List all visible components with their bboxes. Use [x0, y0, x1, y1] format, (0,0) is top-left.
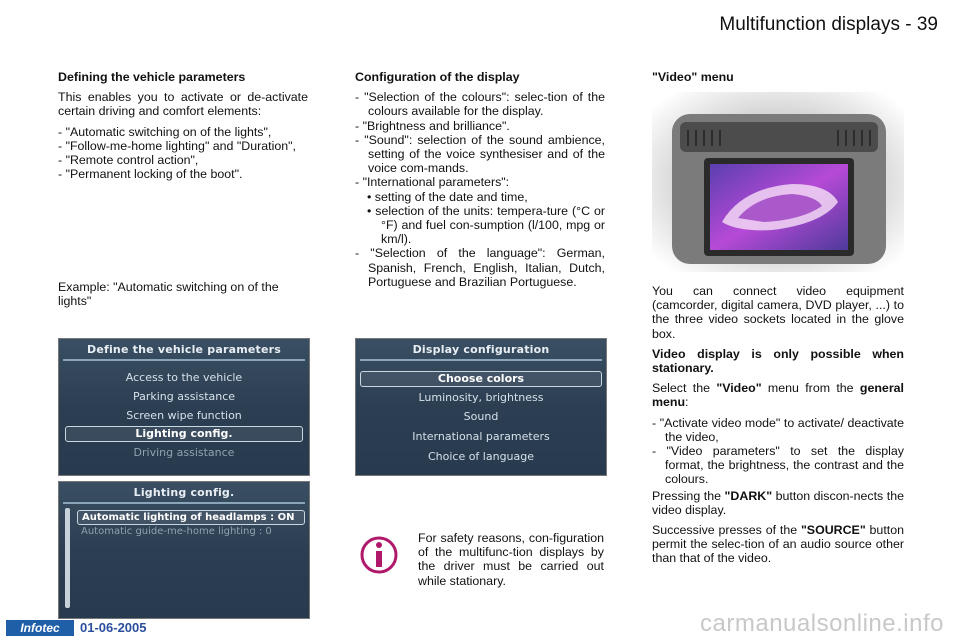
list-item: - "Brightness and brilliance". [355, 118, 510, 133]
section-heading-vehicle: Defining the vehicle parameters [58, 70, 246, 84]
left-column [58, 70, 308, 181]
example-text: Example: "Automatic switching on of the lights" [58, 280, 279, 309]
vehicle-param-list [58, 125, 308, 182]
sub-list-item: • selection of the units: tempera-ture (°C or °F) and fuel con-sumption (l/100, mpg or km/l). [367, 203, 605, 247]
list-item: - "Sound": selection of the sound ambience, setting of the voice synthesiser and of the voice com-mands. [355, 132, 605, 176]
menu-item-parking-assistance[interactable]: Parking assistance [132, 390, 236, 403]
screen-title: Define the vehicle parameters [86, 343, 282, 356]
general-menu-keyword: general menu [652, 381, 904, 410]
video-text [652, 284, 904, 572]
screen-title: Display configuration [412, 343, 550, 356]
screen-define-vehicle-parameters [58, 338, 310, 476]
list-item: - "Activate video mode" to activate/ deactivate the video, [652, 415, 904, 444]
international-sublist [355, 190, 605, 247]
dark-keyword: "DARK" [724, 488, 773, 503]
video-keyword: "Video" [716, 381, 762, 396]
list-item: - "Permanent locking of the boot". [58, 167, 243, 182]
list-item: - "Selection of the language": German, Spanish, French, English, Italian, Dutch, Portuguese and Brazilian Portuguese. [355, 246, 605, 289]
screen-title-divider [63, 359, 305, 361]
header-separator: - [899, 14, 917, 35]
video-intro: You can connect video equipment (camcorder, digital camera, DVD player, ...) to the three video sockets located in the glove box. [652, 284, 904, 341]
right-column [652, 70, 904, 90]
page-header [719, 14, 938, 36]
option-auto-headlamps[interactable]: Automatic lighting of headlamps : ON [77, 510, 305, 525]
menu-item-language[interactable]: Choice of language [427, 450, 535, 463]
source-keyword: "SOURCE" [800, 523, 866, 538]
menu-item-choose-colors[interactable]: Choose colors [360, 371, 602, 387]
watermark: carmanualsonline.info [700, 610, 944, 637]
page-number: 39 [916, 14, 938, 35]
config-list [355, 90, 605, 189]
menu-item-sound[interactable]: Sound [463, 410, 499, 423]
screen-title-divider [360, 359, 602, 361]
video-stationary-note: Video display is only possible when stationary. [652, 346, 904, 376]
list-item: - "Video parameters" to set the display format, the brightness, the contrast and the colours. [652, 444, 904, 487]
infotec-badge: Infotec [6, 620, 74, 636]
middle-column [355, 70, 605, 289]
list-item: - "Automatic switching on of the lights", [58, 124, 272, 139]
language-list [355, 246, 605, 289]
menu-item-lighting-config[interactable]: Lighting config. [65, 426, 303, 442]
video-options-list [652, 416, 904, 487]
menu-item-driving-assistance[interactable]: Driving assistance [133, 446, 235, 459]
text-fragment: menu from the [761, 381, 860, 396]
text-fragment: button discon-nects the video display. [652, 488, 904, 517]
sub-list-item: • setting of the date and time, [367, 189, 528, 204]
safety-note: For safety reasons, con-figuration of the multifunc-tion displays by the driver must be carried out while stationary. [418, 531, 604, 588]
screen-title-divider [63, 502, 305, 504]
section-heading-video: "Video" menu [652, 70, 734, 84]
video-screen-illustration [652, 92, 904, 272]
video-select-instruction [652, 381, 904, 409]
list-item: - "Selection of the colours": selec-tion of the colours available for the display. [355, 90, 605, 119]
scrollbar[interactable] [65, 508, 70, 608]
menu-item-access-vehicle[interactable]: Access to the vehicle [125, 371, 243, 384]
list-item: - "International parameters": [355, 175, 510, 190]
menu-item-screen-wipe[interactable]: Screen wipe function [126, 409, 242, 422]
screen-display-configuration [355, 338, 607, 476]
text-fragment: Pressing the [652, 488, 725, 503]
menu-item-luminosity[interactable]: Luminosity, brightness [418, 391, 544, 404]
dark-button-text [652, 489, 904, 517]
list-item: - "Follow-me-home lighting" and "Duration", [58, 138, 296, 153]
intro-text: This enables you to activate or de-activate certain driving and comfort elements: [58, 90, 308, 119]
page-title: Multifunction displays [719, 14, 900, 35]
menu-item-international[interactable]: International parameters [412, 430, 550, 443]
text-fragment: Select the [652, 381, 717, 396]
option-guide-me-home[interactable]: Automatic guide-me-home lighting : 0 [81, 526, 272, 537]
footer-date: 01-06-2005 [80, 620, 147, 635]
section-heading-config: Configuration of the display [355, 70, 520, 84]
screen-lighting-config [58, 481, 310, 619]
list-item: - "Remote control action", [58, 153, 199, 168]
text-fragment: : [685, 395, 689, 410]
screen-title: Lighting config. [133, 486, 235, 499]
source-button-text [652, 523, 904, 566]
text-fragment: Successive presses of the [652, 523, 801, 538]
info-icon [360, 533, 398, 577]
text-fragment: button permit the selec-tion of an audio source other than that of the video. [652, 523, 904, 566]
